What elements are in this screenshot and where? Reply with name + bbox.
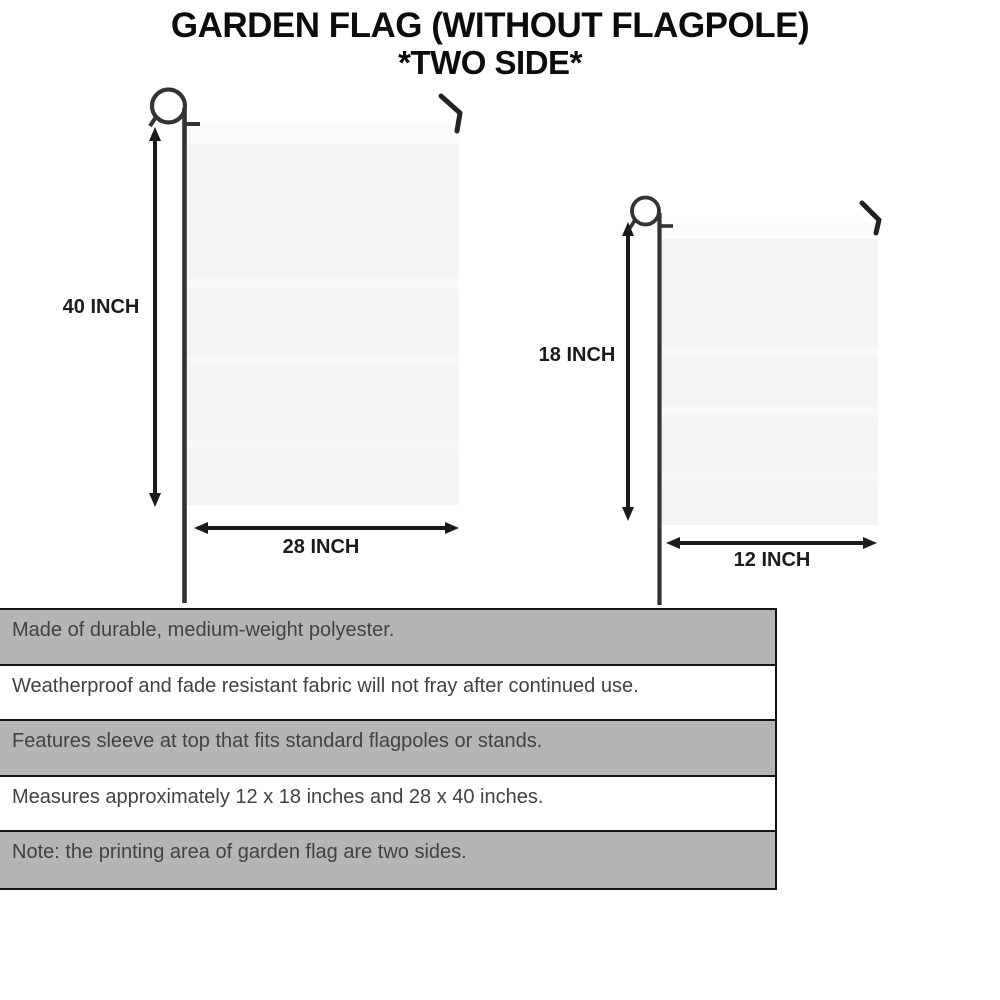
- feature-text: Weatherproof and fade resistant fabric will not fray after continued use.: [12, 674, 639, 697]
- width-label-large: 28 INCH: [282, 536, 360, 558]
- flag-hook-large-icon: [441, 96, 460, 131]
- feature-text: Features sleeve at top that fits standard flagpoles or stands.: [12, 730, 543, 752]
- height-label-small: 18 INCH: [538, 344, 616, 366]
- page-subtitle: *TWO SIDE*: [398, 44, 582, 82]
- flag-hook-small-icon: [862, 203, 879, 233]
- height-label-large: 40 INCH: [62, 296, 140, 318]
- feature-row-weatherproof: [0, 666, 775, 722]
- feature-row-measures: [0, 777, 775, 833]
- feature-row-sleeve: [0, 721, 775, 777]
- feature-text: Made of durable, medium-weight polyester.: [12, 619, 395, 641]
- features-table: [0, 608, 777, 890]
- flagpole-large-icon: [150, 90, 460, 604]
- feature-text: Note: the printing area of garden flag are two sides.: [12, 841, 467, 863]
- width-label-small: 12 INCH: [733, 549, 811, 571]
- feature-row-material: [0, 610, 775, 666]
- page-title: GARDEN FLAG (WITHOUT FLAGPOLE): [170, 6, 810, 45]
- feature-text: Measures approximately 12 x 18 inches and 28 x 40 inches.: [12, 785, 544, 808]
- feature-row-note: [0, 832, 775, 888]
